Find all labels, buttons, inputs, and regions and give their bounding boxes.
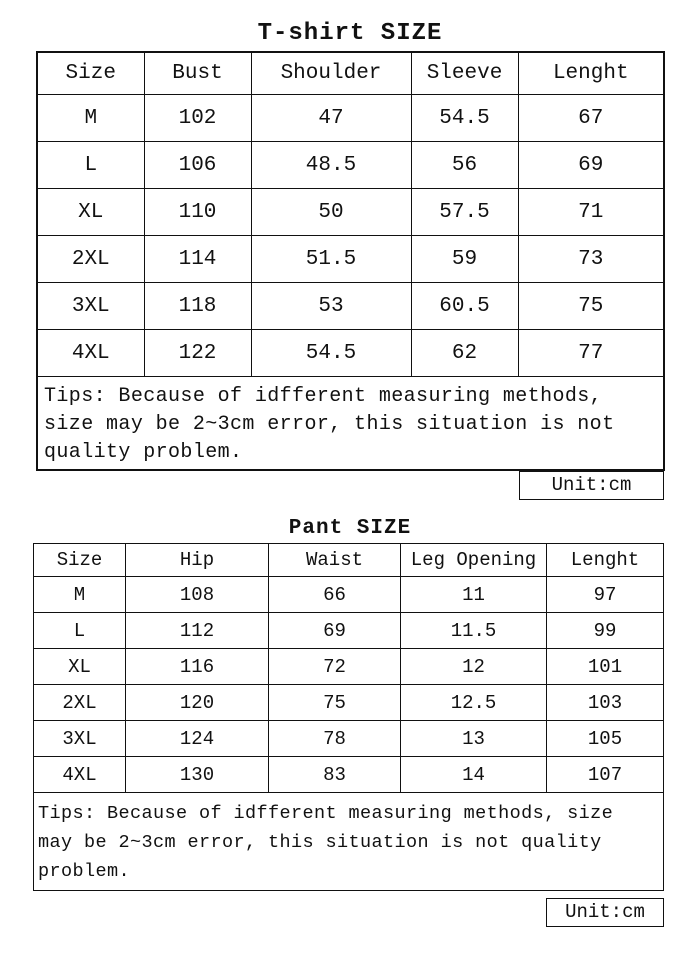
table-row — [37, 330, 664, 377]
table-cell: 2XL — [37, 236, 144, 283]
table-header-row — [37, 52, 664, 95]
table-cell: 122 — [144, 330, 251, 377]
table-row — [37, 189, 664, 236]
table-cell: 116 — [126, 649, 269, 685]
pant-size-title: Pant SIZE — [288, 517, 412, 540]
column-header: Shoulder — [251, 52, 411, 95]
table-cell: 13 — [401, 721, 547, 757]
table-cell: 67 — [518, 95, 664, 142]
column-header: Bust — [144, 52, 251, 95]
unit-label: Unit:cm — [519, 471, 664, 500]
table-row — [37, 95, 664, 142]
table-cell: 108 — [126, 577, 269, 613]
unit-label: Unit:cm — [546, 898, 664, 927]
table-cell: 60.5 — [411, 283, 518, 330]
table-cell: 47 — [251, 95, 411, 142]
table-cell: L — [34, 613, 126, 649]
table-row — [37, 283, 664, 330]
table-cell: 107 — [547, 757, 664, 793]
table-row — [34, 757, 664, 793]
table-cell: 3XL — [34, 721, 126, 757]
table-cell: 112 — [126, 613, 269, 649]
table-cell: 103 — [547, 685, 664, 721]
table-row — [34, 649, 664, 685]
tips-note: Tips: Because of idfferent measuring methods, size may be 2~3cm error, this situation is not quality problem. — [37, 377, 664, 471]
tips-row — [37, 377, 664, 471]
column-header: Lenght — [518, 52, 664, 95]
table-cell: 4XL — [37, 330, 144, 377]
column-header: Size — [37, 52, 144, 95]
tshirt-size-table — [36, 51, 665, 471]
table-cell: 11.5 — [401, 613, 547, 649]
table-cell: 102 — [144, 95, 251, 142]
table-cell: 54.5 — [251, 330, 411, 377]
table-row — [34, 685, 664, 721]
column-header: Lenght — [547, 544, 664, 577]
table-cell: 66 — [269, 577, 401, 613]
table-row — [37, 142, 664, 189]
table-cell: M — [34, 577, 126, 613]
table-cell: 11 — [401, 577, 547, 613]
table-cell: 3XL — [37, 283, 144, 330]
column-header: Leg Opening — [401, 544, 547, 577]
table-cell: 78 — [269, 721, 401, 757]
tips-row — [34, 793, 664, 891]
table-cell: 14 — [401, 757, 547, 793]
table-row — [34, 721, 664, 757]
table-cell: 75 — [518, 283, 664, 330]
table-cell: XL — [34, 649, 126, 685]
table-cell: 57.5 — [411, 189, 518, 236]
table-cell: 53 — [251, 283, 411, 330]
table-cell: 69 — [518, 142, 664, 189]
table-cell: 51.5 — [251, 236, 411, 283]
table-cell: 12 — [401, 649, 547, 685]
table-cell: 106 — [144, 142, 251, 189]
table-cell: 130 — [126, 757, 269, 793]
table-row — [37, 236, 664, 283]
table-cell: 72 — [269, 649, 401, 685]
table-cell: 75 — [269, 685, 401, 721]
table-cell: 99 — [547, 613, 664, 649]
table-cell: 120 — [126, 685, 269, 721]
tshirt-size-title: T-shirt SIZE — [257, 20, 443, 47]
table-cell: 101 — [547, 649, 664, 685]
table-cell: L — [37, 142, 144, 189]
table-cell: 83 — [269, 757, 401, 793]
table-cell: 4XL — [34, 757, 126, 793]
column-header: Sleeve — [411, 52, 518, 95]
table-cell: 50 — [251, 189, 411, 236]
table-row — [34, 613, 664, 649]
table-cell: 118 — [144, 283, 251, 330]
table-cell: 56 — [411, 142, 518, 189]
table-cell: 12.5 — [401, 685, 547, 721]
tips-note: Tips: Because of idfferent measuring methods, size may be 2~3cm error, this situation is not quality problem. — [34, 793, 664, 891]
table-cell: 69 — [269, 613, 401, 649]
table-cell: 124 — [126, 721, 269, 757]
table-cell: 77 — [518, 330, 664, 377]
table-cell: 110 — [144, 189, 251, 236]
table-cell: 48.5 — [251, 142, 411, 189]
column-header: Hip — [126, 544, 269, 577]
table-cell: 105 — [547, 721, 664, 757]
table-cell: 71 — [518, 189, 664, 236]
table-header-row — [34, 544, 664, 577]
table-cell: 114 — [144, 236, 251, 283]
table-cell: XL — [37, 189, 144, 236]
pant-size-table — [33, 543, 664, 891]
table-cell: 97 — [547, 577, 664, 613]
table-row — [34, 577, 664, 613]
table-cell: 62 — [411, 330, 518, 377]
column-header: Size — [34, 544, 126, 577]
table-cell: M — [37, 95, 144, 142]
table-cell: 59 — [411, 236, 518, 283]
table-cell: 73 — [518, 236, 664, 283]
column-header: Waist — [269, 544, 401, 577]
table-cell: 54.5 — [411, 95, 518, 142]
table-cell: 2XL — [34, 685, 126, 721]
